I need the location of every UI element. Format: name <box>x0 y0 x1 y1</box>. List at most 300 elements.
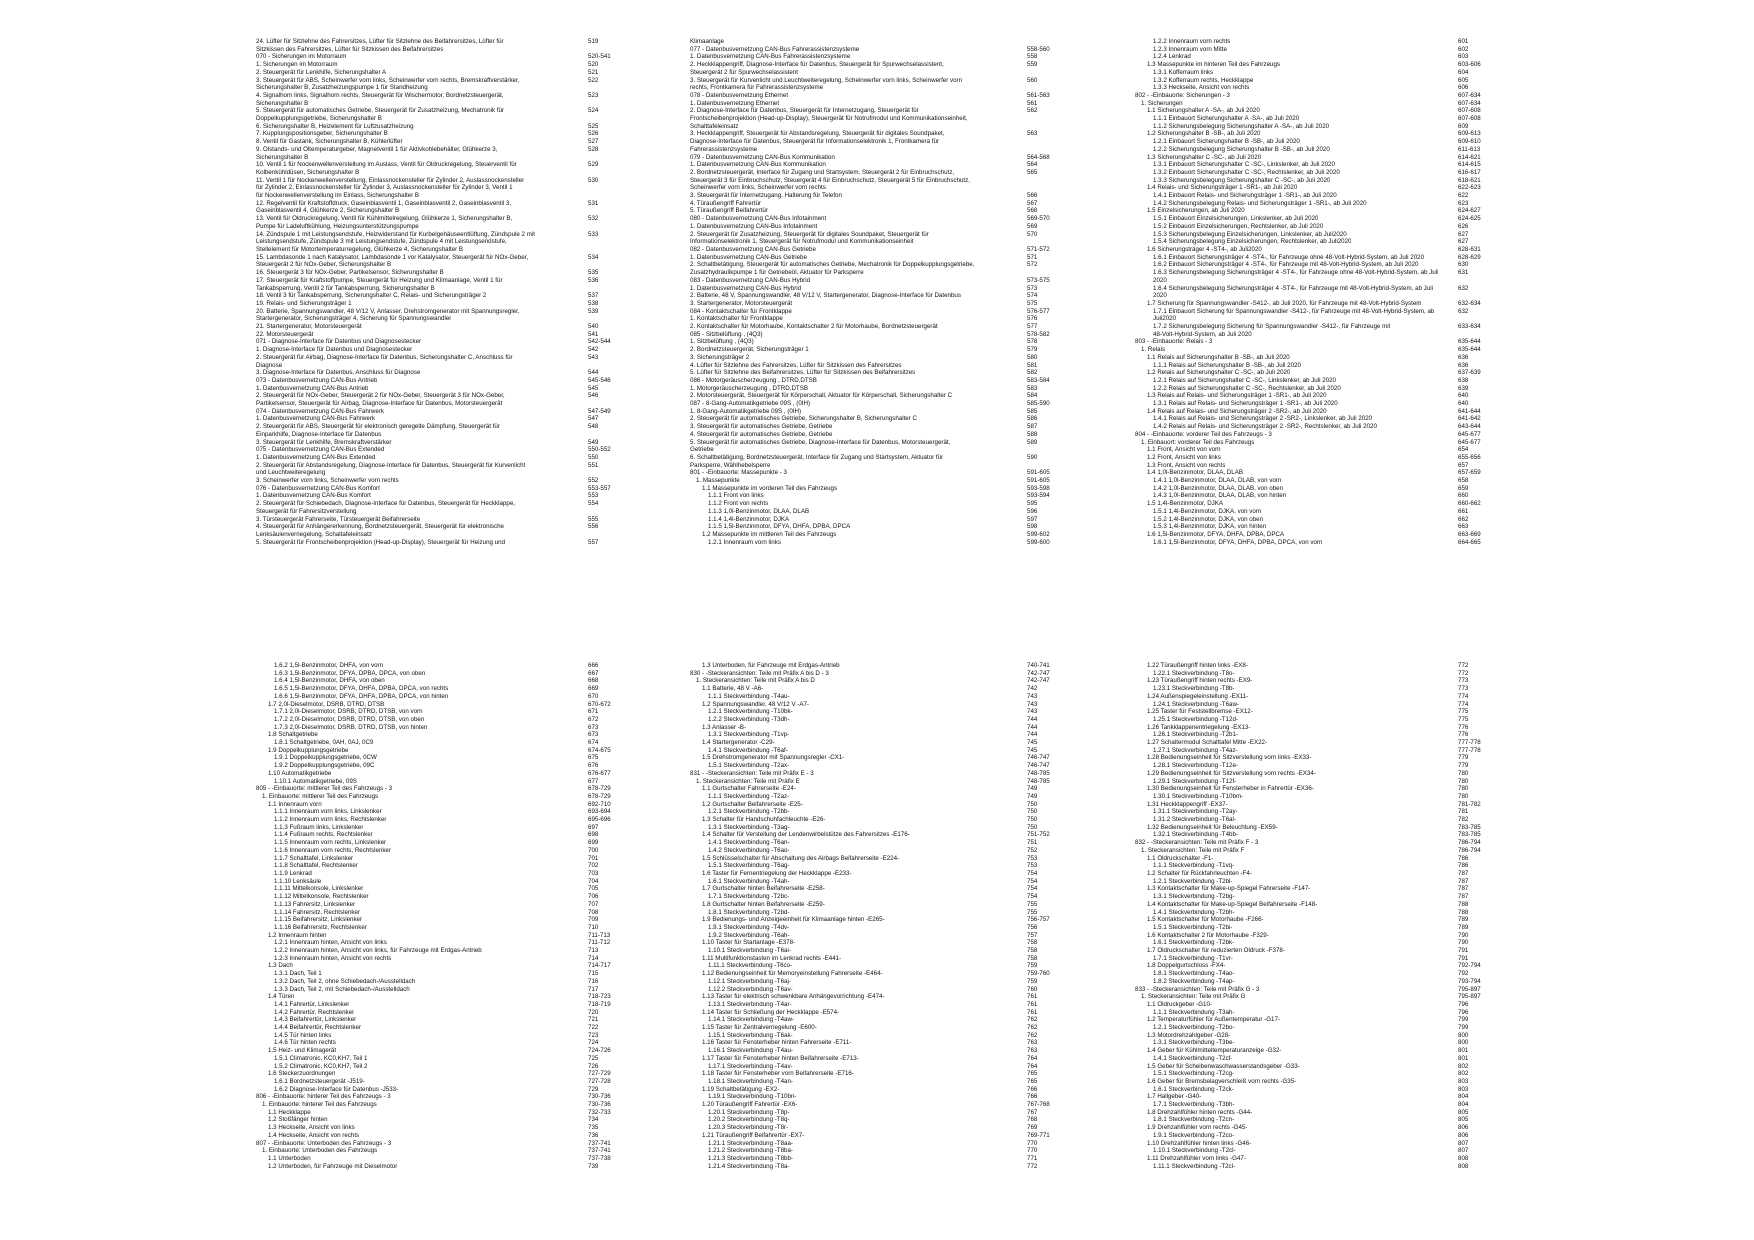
toc-entry-title: 1.3.1 Einbauort Sicherungshalter C -SC-, Linkslenker, ab Juli 2020 <box>1153 161 1335 169</box>
toc-entry-page: 558-560 <box>1027 45 1050 53</box>
toc-entry-title: 801 - -Einbauorte: Massepunkte - 3 <box>690 469 787 477</box>
toc-entry-title: 1.10 Taster für Startanlage -E378- <box>702 939 796 947</box>
toc-entry-title: 1.20 Türaußengriff Fahrertür -EX6- <box>702 1101 798 1109</box>
toc-entry <box>256 485 632 493</box>
toc-entry-title: 4. Signalhorn links, Signalhorn rechts, Steuergerät für Wischermotor, Bordnetzsteuergerät, <box>256 91 504 99</box>
toc-entry-page: 569-570 <box>1027 215 1050 223</box>
toc-entry-page: 578 <box>1027 338 1038 346</box>
toc-entry-title: 1. Datenbusvernetzung CAN-Bus Fahrwerk <box>256 415 375 423</box>
toc-entry <box>1135 1132 1502 1140</box>
toc-entry-title: 5. Steuergerät für automatisches Getriebe, Steuergerät für Zusatzheizung, Mechatronik für <box>256 107 504 115</box>
toc-entry-page: 749 <box>1027 792 1038 800</box>
toc-entry-title: Klimaanlage <box>690 38 725 45</box>
toc-entry-page <box>588 238 632 246</box>
toc-entry <box>256 246 632 254</box>
toc-entry-page: 750 <box>1027 823 1038 831</box>
toc-entry-page: 805 <box>1458 1116 1469 1124</box>
toc-entry-title: 1.19.1 Steckverbindung -T10bn- <box>708 1093 797 1101</box>
toc-entry <box>256 462 632 470</box>
toc-entry <box>1135 1140 1502 1148</box>
toc-entry <box>1135 1063 1502 1071</box>
toc-entry-title: 1.6.1 1,5l-Benzinmotor, DFYA, DHFA, DPBA, DPCA, von vorn <box>1153 538 1323 546</box>
toc-entry-page: 693-694 <box>588 808 611 816</box>
toc-entry-title: 1.1 Innenraum vorn <box>268 800 322 808</box>
toc-entry-page: 742-747 <box>1027 669 1050 677</box>
toc-entry <box>1135 177 1502 185</box>
toc-entry-title: 1.1 Relais auf Sicherungshalter B -SB-, ab Juli 2020 <box>1147 353 1290 361</box>
toc-entry-title: 1.6.3 Sicherungsbelegung Sicherungsträger 4 -ST4-, für Fahrzeuge ohne 48-Volt-Hybrid-System, ab Juli <box>1153 269 1439 277</box>
toc-entry-title: 1.5.1 Climatronic, KC0,KH7, Teil 1 <box>274 1054 368 1062</box>
toc-entry-page: 565 <box>1027 168 1038 176</box>
toc-entry-title: 1.1.16 Beifahrersitz, Rechtslenker <box>274 923 367 931</box>
toc-entry-title: 1.1.11 Mittelkonsole, Linkslenker <box>274 885 364 893</box>
toc-entry <box>1135 61 1502 69</box>
toc-entry-title: 082 - Datenbusvernetzung CAN-Bus Getriebe <box>690 245 816 253</box>
toc-entry <box>256 793 632 801</box>
toc-entry <box>1135 778 1502 786</box>
toc-entry-title: 083 - Datenbusvernetzung CAN-Bus Hybrid <box>690 276 811 284</box>
toc-entry-title: 080 - Datenbusvernetzung CAN-Bus Infotainment <box>690 215 827 223</box>
toc-entry-title: 1. Einbauorte: hinterer Teil des Fahrzeugs <box>262 1101 377 1109</box>
toc-entry-title: 2. Schaltbetätigung, Steuergerät für automatisches Getriebe, Mechatronik für Doppelkupplungsgetriebe, <box>690 261 975 269</box>
toc-entry-title: 17. Steuergerät für Kraftstoffpumpe, Steuergerät für Heizung und Klimaanlage, Ventil 1 für <box>256 276 503 284</box>
toc-entry <box>256 254 632 262</box>
toc-entry-title: 1.32.1 Steckverbindung -T4bb- <box>1153 831 1238 839</box>
toc-entry-page: 632 <box>1458 284 1469 292</box>
toc-entry-page: 585 <box>1027 407 1038 415</box>
toc-entry <box>690 1116 1071 1124</box>
toc-entry-title: 2. Motorsteuergerät, Steuergerät für Körperschall, Aktuator für Körperschall, Sicherungshalter C <box>690 392 953 400</box>
toc-entry-page: 522 <box>588 76 599 84</box>
toc-entry <box>690 439 1071 447</box>
toc-entry-title: Partikelsensor, Steuergerät für Airbag, Diagnose-Interface für Datenbus, Motorsteuergerät <box>256 400 503 408</box>
toc-entry-title: 4. Steuergerät für automatisches Getriebe, Getriebe <box>690 430 833 438</box>
toc-entry-title: 10. Ventil 1 für Nockenwellenverstellung im Auslass, Ventil für Öldruckregelung, Steuerventil für <box>256 161 517 169</box>
toc-entry-page: 562 <box>1027 107 1038 115</box>
toc-entry-title: 1.5.4 Sicherungsbelegung Einzelsicherungen, Rechtslenker, ab Juli2020 <box>1153 238 1352 246</box>
toc-entry <box>1135 839 1502 847</box>
toc-entry <box>1135 146 1502 154</box>
toc-entry <box>1135 508 1502 516</box>
toc-entry-page: 664-665 <box>1458 538 1481 546</box>
toc-entry-title: 3. Sicherungsträger 2 <box>690 353 750 361</box>
toc-entry-title: 5. Türaußengriff Beifahrertür <box>690 207 768 215</box>
toc-entry-page: 607-634 <box>1458 91 1481 99</box>
toc-entry-page: 751-752 <box>1027 831 1050 839</box>
toc-entry-page: 627 <box>1458 238 1469 246</box>
toc-entry-page: 755 <box>1027 908 1038 916</box>
toc-entry <box>1135 901 1502 909</box>
toc-entry <box>690 878 1071 886</box>
toc-entry-page: 699 <box>588 839 599 847</box>
toc-entry-title: 1.9.1 Steckverbindung -T2co- <box>1153 1131 1235 1139</box>
toc-entry <box>256 1124 632 1132</box>
toc-entry-page: 639 <box>1458 384 1469 392</box>
toc-entry <box>690 346 1071 354</box>
toc-entry <box>256 238 632 246</box>
toc-entry <box>256 939 632 947</box>
toc-entry <box>1135 53 1502 61</box>
toc-entry <box>1135 523 1502 531</box>
toc-entry-title: 1.6.5 1,5l-Benzinmotor, DFYA, DHFA, DPBA, DPCA, von rechts <box>274 685 449 693</box>
toc-entry <box>1135 423 1502 431</box>
toc-entry-title: 19. Relais- und Sicherungsträger 1 <box>256 299 352 307</box>
toc-entry <box>1135 161 1502 169</box>
toc-entry-page: 695-696 <box>588 816 611 824</box>
toc-entry-page: 548 <box>588 423 599 431</box>
toc-entry-page: 676-677 <box>588 769 611 777</box>
toc-entry-page <box>588 469 632 477</box>
toc-entry-page: 783-785 <box>1458 831 1481 839</box>
toc-entry <box>256 169 632 177</box>
toc-entry-page: 577 <box>1027 323 1038 331</box>
toc-entry-page: 537 <box>588 292 599 300</box>
toc-entry-title: 1.3.2 Einbauort Sicherungshalter C -SC-, Rechtslenker, ab Juli 2020 <box>1153 168 1340 176</box>
toc-entry-title: 11. Ventil 1 für Nockenwellenverstellung, Einlassnockensteller für Zylinder 2, Auslassnockensteller <box>256 176 525 184</box>
toc-entry <box>256 508 632 516</box>
toc-entry-title: Lenksäulenverriegelung, Schaltafeleinsatz <box>256 531 372 538</box>
toc-entry-title: 1.1.14 Fahrersitz, Rechtslenker <box>274 908 360 916</box>
toc-entry <box>256 824 632 832</box>
toc-entry-page: 763 <box>1027 1047 1038 1055</box>
toc-entry-title: 1.1.2 Front von rechts <box>708 500 769 508</box>
toc-entry-page: 669 <box>588 685 599 693</box>
toc-column-bottom-left <box>256 662 632 1170</box>
toc-entry-page: 544 <box>588 369 599 377</box>
toc-entry-page: 533 <box>588 230 599 238</box>
toc-entry-page: 655-656 <box>1458 453 1481 461</box>
toc-entry-page: 538 <box>588 299 599 307</box>
toc-entry-page: 582 <box>1027 369 1038 377</box>
toc-entry-page <box>1027 184 1071 192</box>
toc-entry <box>690 446 1071 454</box>
toc-entry-page: 635-644 <box>1458 346 1481 354</box>
toc-entry-page: 607-634 <box>1458 99 1481 107</box>
toc-entry <box>256 369 632 377</box>
toc-entry-page: 780 <box>1458 777 1469 785</box>
toc-entry <box>256 1086 632 1094</box>
toc-entry <box>690 1140 1071 1148</box>
toc-entry-title: 1.12 Bedienungseinheit für Memoryeinstellung Fahrerseite -E464- <box>702 970 883 978</box>
toc-entry-page: 743 <box>1027 692 1038 700</box>
toc-entry-title: 1.22 Türaußengriff hinten links -EX8- <box>1147 662 1248 669</box>
toc-entry-page: 677 <box>588 777 599 785</box>
toc-entry-page: 547 <box>588 415 599 423</box>
toc-entry-title: 1.7 Sicherung für Spannungswandler -S412-, ab Juli 2020, für Fahrzeuge mit 48-Volt-Hybrid-System <box>1147 299 1422 307</box>
toc-entry <box>690 1147 1071 1155</box>
toc-entry-page: 587 <box>1027 423 1038 431</box>
toc-entry-title: 4. Steuergerät für Anhängererkennung, Bordnetzsteuergerät, Steuergerät für elektronische <box>256 523 504 531</box>
toc-entry <box>1135 300 1502 308</box>
toc-entry-page: 748-785 <box>1027 777 1050 785</box>
toc-entry-title: 1.32 Bedienungseinheit für Beleuchtung -EX59- <box>1147 823 1278 831</box>
toc-entry-title: 1.10.1 Automatikgetriebe, 09S <box>274 777 357 785</box>
toc-entry-page: 711-712 <box>588 939 611 947</box>
toc-entry-page: 535 <box>588 269 599 277</box>
toc-entry-page: 761 <box>1027 993 1038 1001</box>
toc-entry <box>690 539 1071 547</box>
toc-entry-page: 589 <box>1027 438 1038 446</box>
toc-entry <box>256 909 632 917</box>
toc-entry <box>690 469 1071 477</box>
toc-entry-title: 077 - Datenbusvernetzung CAN-Bus Fahrerassistenzsysteme <box>690 45 860 53</box>
toc-entry-title: 3. Heckklappengriff, Steuergerät für Abstandsregelung, Steuergerät für digitales Soundpaket, <box>690 130 945 138</box>
toc-entry-page: 703 <box>588 869 599 877</box>
toc-entry <box>1135 92 1502 100</box>
toc-entry-page: 631 <box>1458 269 1469 277</box>
toc-entry <box>690 708 1071 716</box>
toc-entry-title: 1.20.1 Steckverbindung -T8p- <box>708 1108 790 1116</box>
toc-entry-title: 1. Steckeransichten: Teile mit Präfix F <box>1141 846 1245 854</box>
toc-entry-title: 1.9.2 Doppelkupplungsgetriebe, 09C <box>274 762 375 770</box>
toc-entry-title: 16. Steuergerät 3 für NOx-Geber, Partikelsensor, Sicherungshalter B <box>256 269 444 277</box>
toc-entry <box>690 1155 1071 1163</box>
toc-entry <box>1135 269 1502 277</box>
toc-entry-title: 1.1.2 Innenraum vorn links, Rechtslenker <box>274 816 387 824</box>
toc-entry <box>690 1009 1071 1017</box>
toc-entry-page: 529 <box>588 161 599 169</box>
toc-entry <box>256 84 632 92</box>
toc-entry-title: 1. Kontaktschalter für Frontklappe <box>690 315 783 323</box>
toc-entry <box>690 862 1071 870</box>
toc-entry-title: 1. Sicherungen <box>1141 99 1183 107</box>
toc-entry-page: 710 <box>588 923 599 931</box>
toc-entry <box>1135 893 1502 901</box>
toc-entry-title: 806 - -Einbauorte: hinterer Teil des Fahrzeugs - 3 <box>256 1093 391 1101</box>
toc-entry-title: Getriebe <box>690 446 714 454</box>
toc-entry <box>690 924 1071 932</box>
toc-entry <box>256 924 632 932</box>
toc-entry-page: 796 <box>1458 1000 1469 1008</box>
toc-entry-title: 1.8 Schaltgetriebe <box>268 731 318 739</box>
toc-entry-page: 802 <box>1458 1062 1469 1070</box>
toc-entry-page: 614-621 <box>1458 153 1481 161</box>
toc-entry <box>256 1070 632 1078</box>
toc-entry-title: 2. Steuergerät für Lenkhilfe, Sicherungshalter A <box>256 68 387 76</box>
toc-entry-page: 742-747 <box>1027 677 1050 685</box>
toc-entry-title: Schalttafeleinsatz <box>690 122 739 130</box>
toc-entry <box>1135 308 1502 316</box>
toc-entry <box>1135 847 1502 855</box>
toc-entry-page: 776 <box>1458 731 1469 739</box>
toc-entry <box>256 747 632 755</box>
toc-entry <box>690 1055 1071 1063</box>
toc-entry <box>1135 1055 1502 1063</box>
toc-entry-page: 759 <box>1027 962 1038 970</box>
toc-entry-title: 1.4.1 Relais auf Relais- und Sicherungsträger 2 -SR2-, Linkslenker, ab Juli 2020 <box>1153 415 1373 423</box>
toc-entry-page: 605 <box>1458 76 1469 84</box>
toc-entry-page <box>588 531 632 539</box>
toc-entry <box>1135 254 1502 262</box>
toc-entry-page: 525 <box>588 122 599 130</box>
toc-entry <box>256 947 632 955</box>
toc-entry-page: 624-625 <box>1458 215 1481 223</box>
toc-entry-title: 13. Ventil für Öldruckregelung, Ventil für Kühlmittelregelung, Glühkerze 1, Sicherungshalter B, <box>256 215 513 223</box>
toc-entry-page: 623 <box>1458 199 1469 207</box>
toc-entry-page <box>588 84 632 92</box>
toc-entry-title: 1. Steckeransichten: Teile mit Präfix E <box>696 777 800 785</box>
toc-entry-title: 1. Datenbusvernetzung CAN-Bus Fahrerassistenzsysteme <box>690 53 851 61</box>
toc-entry-title: Sicherungshalter B <box>256 99 309 107</box>
toc-entry <box>1135 431 1502 439</box>
toc-entry <box>690 1070 1071 1078</box>
toc-entry-page: 793-794 <box>1458 977 1481 985</box>
toc-entry-title: und Leuchtweiteregelung <box>256 469 326 477</box>
toc-entry-title: 1.3 Relais auf Relais- und Sicherungsträger 1 -SR1-, ab Juli 2020 <box>1147 392 1327 400</box>
toc-entry-title: 1.4.2 Steckverbindung -T6ao- <box>708 846 790 854</box>
toc-entry <box>256 1032 632 1040</box>
toc-entry-page: 539 <box>588 307 599 315</box>
toc-entry <box>690 100 1071 108</box>
toc-entry <box>1135 1032 1502 1040</box>
toc-entry-page: 563 <box>1027 130 1038 138</box>
toc-entry-title: 1. Datenbusvernetzung CAN-Bus Kommunikation <box>690 161 826 169</box>
toc-entry-page: 609 <box>1458 122 1469 130</box>
toc-entry-title: 1.31.1 Steckverbindung -T2ay- <box>1153 808 1238 816</box>
toc-entry <box>256 377 632 385</box>
toc-entry <box>690 778 1071 786</box>
toc-entry-page: 708 <box>588 908 599 916</box>
toc-entry <box>1135 154 1502 162</box>
toc-entry <box>256 778 632 786</box>
toc-entry-page: 553-557 <box>588 484 611 492</box>
toc-entry <box>256 1093 632 1101</box>
toc-entry-title: 1.1.4 1,4l-Benzinmotor, DJKA <box>708 515 790 523</box>
toc-entry-page: 740-741 <box>1027 662 1050 669</box>
toc-entry-title: 1. Sicherungen im Motorraum <box>256 61 338 69</box>
toc-entry <box>1135 500 1502 508</box>
toc-entry <box>256 123 632 131</box>
toc-entry <box>690 824 1071 832</box>
toc-entry <box>1135 315 1502 323</box>
toc-entry <box>1135 909 1502 917</box>
toc-entry-page: 616-617 <box>1458 168 1481 176</box>
toc-entry-title: 1.30.1 Steckverbindung -T10bm- <box>1153 792 1244 800</box>
toc-entry-page: 773 <box>1458 677 1469 685</box>
toc-entry <box>690 292 1071 300</box>
toc-entry-title: 3. Steuergerät für automatisches Getriebe, Getriebe <box>690 423 833 431</box>
toc-entry-title: 1.8.1 Steckverbindung -T2bd- <box>708 908 790 916</box>
toc-entry <box>690 1132 1071 1140</box>
toc-entry <box>1135 1101 1502 1109</box>
toc-entry-title: 1. Datenbusvernetzung Ethernet <box>690 99 780 107</box>
toc-entry-title: 1.3 Sicherungshalter C -SC-, ab Juli 2020 <box>1147 153 1262 161</box>
toc-entry <box>690 177 1071 185</box>
toc-entry <box>690 916 1071 924</box>
toc-entry-page: 564-568 <box>1027 153 1050 161</box>
toc-entry <box>1135 947 1502 955</box>
toc-entry <box>256 231 632 239</box>
toc-entry <box>690 161 1071 169</box>
toc-entry-title: 1.1.1 Einbauort Sicherungshalter A -SA-, ab Juli 2020 <box>1153 115 1300 123</box>
toc-entry <box>1135 762 1502 770</box>
toc-entry-page: 759-760 <box>1027 970 1050 978</box>
toc-entry-page: 750 <box>1027 800 1038 808</box>
toc-entry-page: 586 <box>1027 415 1038 423</box>
toc-entry-page: 654 <box>1458 446 1469 454</box>
toc-entry-page: 739 <box>588 1162 599 1170</box>
toc-entry-title: 1.11 Drehzahlfühler vorn links -G47- <box>1147 1155 1246 1162</box>
toc-entry <box>256 701 632 709</box>
toc-entry-title: 1. Datenbusvernetzung CAN-Bus Getriebe <box>690 253 807 261</box>
toc-entry-page: 556 <box>588 523 599 531</box>
toc-entry-page: 718-719 <box>588 1000 611 1008</box>
toc-entry-title: 1.26 Tankklappenentriegelung -EX13- <box>1147 723 1251 731</box>
toc-entry <box>1135 100 1502 108</box>
toc-entry <box>256 392 632 400</box>
toc-entry-page <box>588 362 632 370</box>
toc-entry-page: 744 <box>1027 731 1038 739</box>
toc-entry-page: 593-598 <box>1027 484 1050 492</box>
toc-entry <box>256 177 632 185</box>
toc-entry <box>690 1163 1071 1171</box>
toc-entry-page: 772 <box>1027 1162 1038 1170</box>
toc-entry-title: 1.1.6 Innenraum vorn rechts, Rechtslenker <box>274 846 391 854</box>
toc-entry-title: 1.4.2 Sicherungsbelegung Relais- und Sicherungsträger 1 -SR1-, ab Juli 2020 <box>1153 199 1367 207</box>
toc-entry-page: 559 <box>1027 61 1038 69</box>
toc-entry <box>1135 932 1502 940</box>
toc-entry-title: 1.17 Taster für Fensterheber hinten Beifahrerseite -E713- <box>702 1054 859 1062</box>
toc-entry-page: 678-729 <box>588 785 611 793</box>
toc-entry-page: 744 <box>1027 715 1038 723</box>
toc-entry-page: 776 <box>1458 723 1469 731</box>
toc-entry <box>1135 1116 1502 1124</box>
toc-entry <box>690 1016 1071 1024</box>
toc-entry-title: 1.2.3 Innenraum hinten, Ansicht von rechts <box>274 954 392 962</box>
toc-entry <box>1135 670 1502 678</box>
toc-entry-title: 2. Bordnetzsteuergerät, Interface für Zugang und Startsystem, Steuergerät 2 für Einbruchschutz, <box>690 168 955 176</box>
toc-entry-page: 547-549 <box>588 407 611 415</box>
toc-entry-title: 1.13 Taster für elektrisch schwenkbare Anhängevorrichtung -E474- <box>702 993 885 1001</box>
toc-entry <box>690 477 1071 485</box>
toc-entry-title: 1.24 Außenspiegeleinstellung -EX11- <box>1147 692 1249 700</box>
toc-entry-page: 803 <box>1458 1085 1469 1093</box>
toc-entry-title: 1.5 Kontaktschalter für Motorhaube -F266- <box>1147 916 1264 924</box>
toc-entry-page: 806 <box>1458 1124 1469 1132</box>
toc-entry-title: 2. Kontaktschalter für Motorhaube, Kontaktschalter 2 für Motorhaube, Bordnetzsteuergerät <box>690 323 938 331</box>
toc-entry <box>690 1001 1071 1009</box>
toc-entry-title: 1.3.1 Steckverbindung -T2bg- <box>1153 893 1235 901</box>
toc-entry <box>256 932 632 940</box>
toc-entry-page: 578-582 <box>1027 330 1050 338</box>
toc-entry <box>690 231 1071 239</box>
toc-entry-title: 6. Sicherungshalter B, Heizelement für Luftzusatzheizung <box>256 122 414 130</box>
toc-entry-page: 756 <box>1027 923 1038 931</box>
toc-entry-page: 590 <box>1027 453 1038 461</box>
toc-entry-title: 3. Scheinwerfer vorn links, Scheinwerfer vorn rechts <box>256 477 399 485</box>
toc-entry <box>256 831 632 839</box>
toc-entry-title: 1.16 Taster für Fensterheber hinten Fahrerseite -E711- <box>702 1039 852 1047</box>
toc-entry-page: 725 <box>588 1054 599 1062</box>
toc-entry-page: 602 <box>1458 45 1469 53</box>
toc-entry <box>256 724 632 732</box>
toc-entry <box>1135 1155 1502 1163</box>
toc-entry-page: 751 <box>1027 839 1038 847</box>
toc-entry <box>256 870 632 878</box>
toc-entry-title: 1.2.4 Lenkrad <box>1153 53 1191 61</box>
toc-entry-title: 1.6 Taster für Fernentriegelung der Heckklappe -E233- <box>702 869 852 877</box>
toc-entry-title: 1.6.2 1,5l-Benzinmotor, DHFA, von vorn <box>274 662 384 669</box>
toc-entry <box>690 870 1071 878</box>
toc-entry <box>1135 369 1502 377</box>
toc-entry-page: 786 <box>1458 854 1469 862</box>
toc-entry-title: 3. Startergenerator, Motorsteuergerät <box>690 299 793 307</box>
toc-entry <box>1135 878 1502 886</box>
toc-entry-page: 530 <box>588 176 599 184</box>
toc-entry-page: 581 <box>1027 361 1038 369</box>
toc-entry-page: 772 <box>1458 662 1469 669</box>
toc-entry-page: 524 <box>588 107 599 115</box>
